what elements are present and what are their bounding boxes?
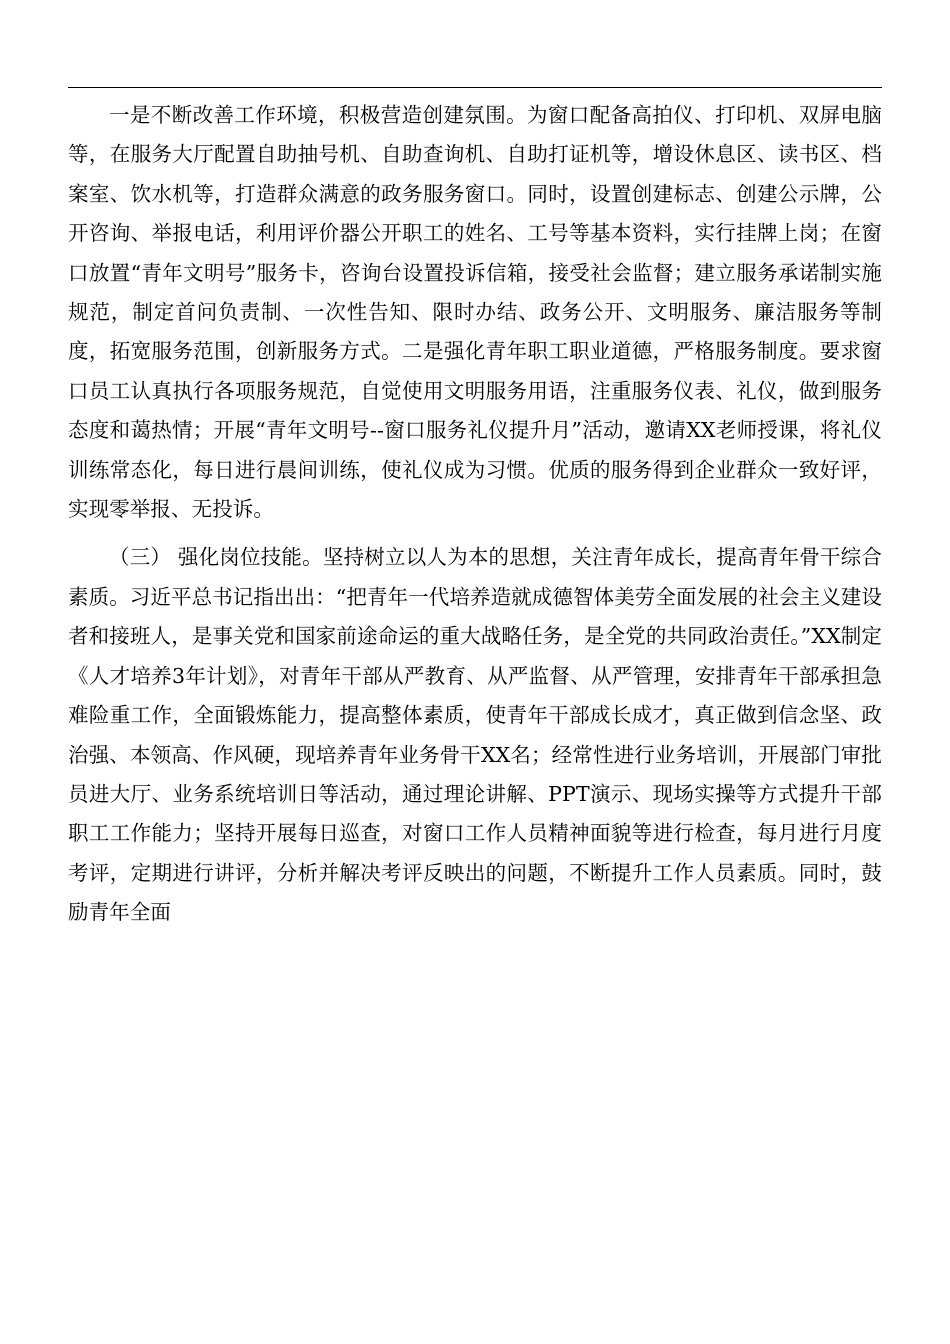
document-body xyxy=(68,96,882,933)
header-rule xyxy=(68,87,882,88)
paragraph-job-skills: （三） 强化岗位技能。坚持树立以人为本的思想，关注青年成长，提高青年骨干综合素质。习近平总书记指出出：“把青年一代培养造就成德智体美劳全面发展的社会主义建设者和接班人，是事关党和国家前途命运的重大战略任务，是全党的共同政治责任。”XX制定《人才培养3年计划》，对青年干部从严教育、从严监督、从严管理，安排青年干部承担急难险重工作，全面锻炼能力，提高整体素质，使青年干部成长成才，真正做到信念坚、政治强、本领高、作风硬，现培养青年业务骨干XX名；经常性进行业务培训，开展部门审批员进大厅、业务系统培训日等活动，通过理论讲解、PPT演示、现场实操等方式提升干部职工工作能力；坚持开展每日巡查，对窗口工作人员精神面貌等进行检查，每月进行月度考评，定期进行讲评，分析并解决考评反映出的问题，不断提升工作人员素质。同时，鼓励青年全面 xyxy=(68,545,882,925)
paragraph-work-environment: 一是不断改善工作环境，积极营造创建氛围。为窗口配备高拍仪、打印机、双屏电脑等，在服务大厅配置自助抽号机、自助查询机、自助打证机等，增设休息区、读书区、档案室、饮水机等，打造群众满意的政务服务窗口。同时，设置创建标志、创建公示牌，公开咨询、举报电话，利用评价器公开职工的姓名、工号等基本资料，实行挂牌上岗；在窗口放置“青年文明号”服务卡，咨询台设置投诉信箱，接受社会监督；建立服务承诺制实施规范，制定首问负责制、一次性告知、限时办结、政务公开、文明服务、廉洁服务等制度，拓宽服务范围，创新服务方式。二是强化青年职工职业道德，严格服务制度。要求窗口员工认真执行各项服务规范，自觉使用文明服务用语，注重服务仪表、礼仪，做到服务态度和蔼热情；开展“青年文明号--窗口服务礼仪提升月”活动，邀请XX老师授课，将礼仪训练常态化，每日进行晨间训练，使礼仪成为习惯。优质的服务得到企业群众一致好评，实现零举报、无投诉。 xyxy=(68,103,882,522)
